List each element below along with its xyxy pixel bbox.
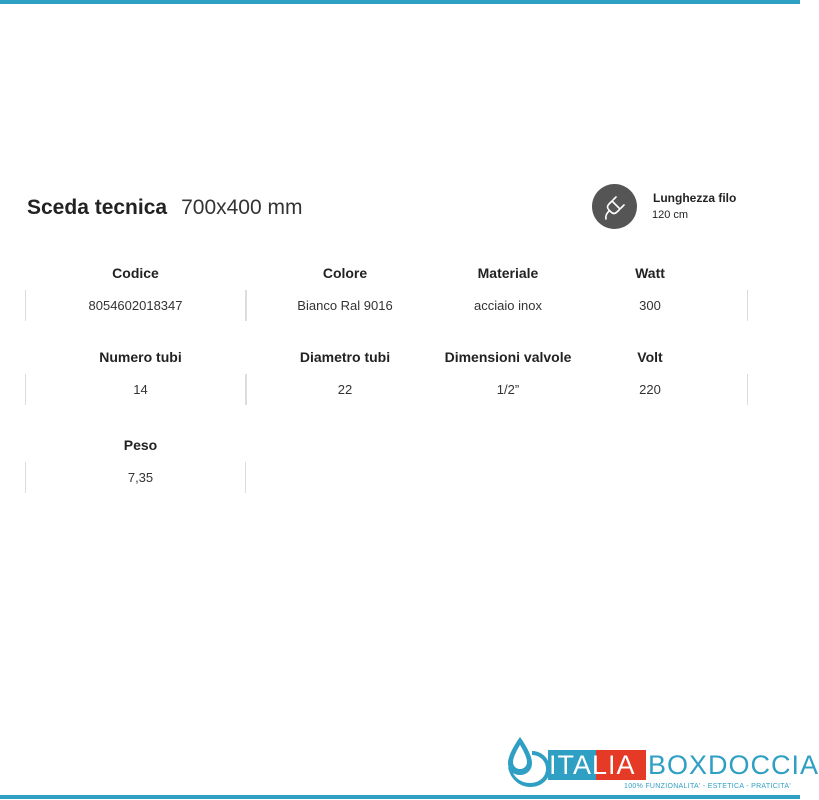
spec-table-2 (25, 342, 748, 406)
header-volt: Volt (637, 349, 663, 365)
spec-table-3 (25, 430, 246, 494)
bottom-accent-bar (0, 795, 800, 799)
header-materiale: Materiale (477, 265, 539, 281)
page-title (27, 196, 303, 220)
value-diametro-tubi: 22 (337, 382, 353, 397)
plug-icon (592, 184, 637, 229)
value-watt: 300 (639, 298, 661, 313)
title-size: 700x400 mm (181, 196, 303, 219)
spec-table-1 (25, 258, 748, 322)
value-peso: 7,35 (127, 470, 154, 485)
title-main: Sceda tecnica (27, 196, 168, 219)
header-numero-tubi: Numero tubi (99, 349, 182, 365)
value-colore: Bianco Ral 9016 (297, 298, 393, 313)
top-accent-bar (0, 0, 800, 4)
value-codice: 8054602018347 (88, 298, 183, 313)
header-dimensioni-valvole: Dimensioni valvole (444, 349, 572, 365)
cable-length-value: 120 cm (652, 209, 689, 221)
logo-italia-text: ITALIA (549, 750, 636, 780)
value-dimensioni-valvole: 1/2” (496, 382, 520, 397)
water-drop-icon (506, 733, 552, 793)
header-colore: Colore (322, 265, 368, 281)
header-codice: Codice (112, 265, 159, 281)
header-peso: Peso (123, 437, 158, 453)
value-materiale: acciaio inox (474, 298, 542, 313)
logo-tagline: 100% FUNZIONALITA' - ESTETICA - PRATICITA' (624, 783, 791, 790)
brand-logo (506, 733, 819, 793)
value-volt: 220 (639, 382, 661, 397)
header-watt: Watt (635, 265, 665, 281)
cable-length-label: Lunghezza filo (653, 191, 737, 205)
logo-boxdoccia-text: BOXDOCCIA (648, 750, 819, 780)
value-numero-tubi: 14 (133, 382, 148, 397)
header-diametro-tubi: Diametro tubi (299, 349, 391, 365)
